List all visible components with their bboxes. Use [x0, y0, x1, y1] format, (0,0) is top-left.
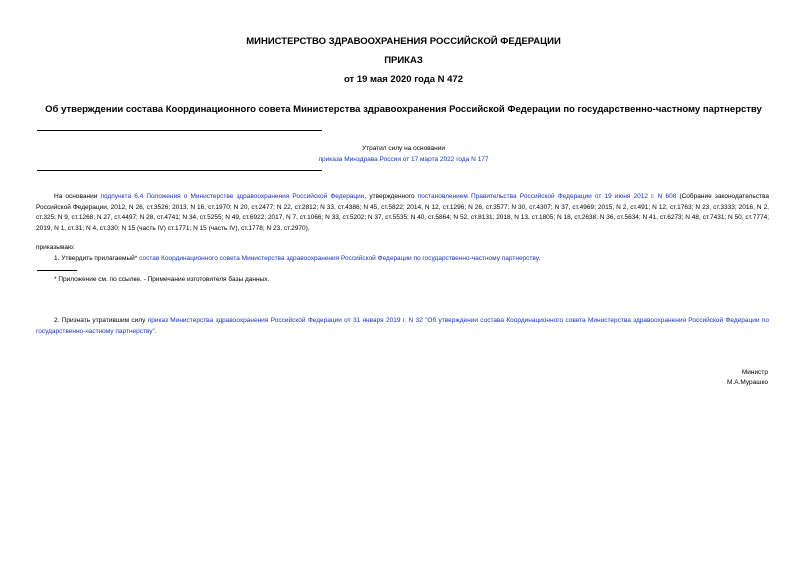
basis-text-3: (Собрание законодательства Российской Федерации, 2012, N 26, ст.3526; 2013, N 16, ст.1970; N 20, ст.2477; N 22, ст.2812; N 33, ст.4386; N 45, ст.5822; 2014, N 12, ст.1296; N 26, ст.3577; N 30, ст.4307; N 37, ст.4969; 2015, N 2, ст.491; N 12, ст.1763; N 23, ст.3333; 2016, N 2, ст.325; N 9, ст.1268; N 27, ст.4497; N 28, ст.4741; N 34, ст.5255; N 49, ст.6922; 2017, N 7, ст.1066; N 33, ст.5202; N 37, ст.5535; N 40, ст.5864; N 52, ст.8131; 2018, N 13, ст.1805; N 18, ст.2638; N 36, ст.5634; N 41, ст.6273; N 48, ст.7431; N 50, ст.7774; 2019, N 1, ст.31; N 4, ст.330; N 15 (часть IV) ст.1771; N 15 (часть IV), ст.1778; N 23, ст.2970), — [36, 193, 769, 232]
item1-end: . — [538, 255, 541, 262]
order-item-1 — [36, 254, 769, 264]
regulation-clause-link[interactable]: подпункта 6.4 Положения о Министерстве здравоохранения Российской Федерации — [100, 193, 365, 200]
basis-text-1: На основании — [54, 193, 101, 200]
signatory-position: Министр — [741, 369, 768, 376]
order-item-2 — [36, 316, 769, 337]
repeal-order-link[interactable]: приказа Минздрава России от 17 марта 2022 года N 177 — [318, 156, 489, 163]
council-composition-link[interactable]: состав Координационного совета Министерства здравоохранения Российской Федерации по государственно-частному партнерству — [139, 255, 539, 262]
document-date-number: от 19 мая 2020 года N 472 — [343, 74, 464, 85]
repealed-order-link[interactable]: приказ Министерства здравоохранения Российской Федерации от 31 января 2019 г. N 32 "Об утверждении состава Координационного совета Министерства здравоохранения Российской Федерации по государственно-частному партнерству" — [36, 317, 769, 335]
repeal-notice — [36, 143, 771, 165]
footnote: * Приложение см. по ссылке. - Примечание изготовителя базы данных. — [54, 276, 270, 283]
signature-block — [727, 368, 768, 388]
document-type: ПРИКАЗ — [384, 55, 423, 66]
government-decree-link[interactable]: постановлением Правительства Российской Федерации от 19 июня 2012 г. N 608 — [417, 193, 677, 200]
footnote-divider — [37, 270, 77, 271]
basis-paragraph — [36, 192, 769, 234]
signatory-name: М.А.Мурашко — [726, 379, 768, 386]
item2-text: 2. Признать утратившим силу — [54, 317, 148, 324]
document-title: Об утверждении состава Координационного совета Министерства здравоохранения Российской Федерации по государственно-частному партнерству — [45, 104, 762, 115]
order-word: приказываю: — [36, 244, 75, 251]
ministry-heading: МИНИСТЕРСТВО ЗДРАВООХРАНЕНИЯ РОССИЙСКОЙ ФЕДЕРАЦИИ — [246, 36, 561, 47]
item2-end: . — [154, 327, 157, 335]
basis-text-2: , утвержденного — [364, 193, 418, 200]
repeal-label: Утратил силу на основании — [361, 145, 446, 152]
divider-bottom — [37, 170, 322, 171]
item1-text: 1. Утвердить прилагаемый* — [54, 255, 140, 262]
divider-top — [37, 130, 322, 131]
